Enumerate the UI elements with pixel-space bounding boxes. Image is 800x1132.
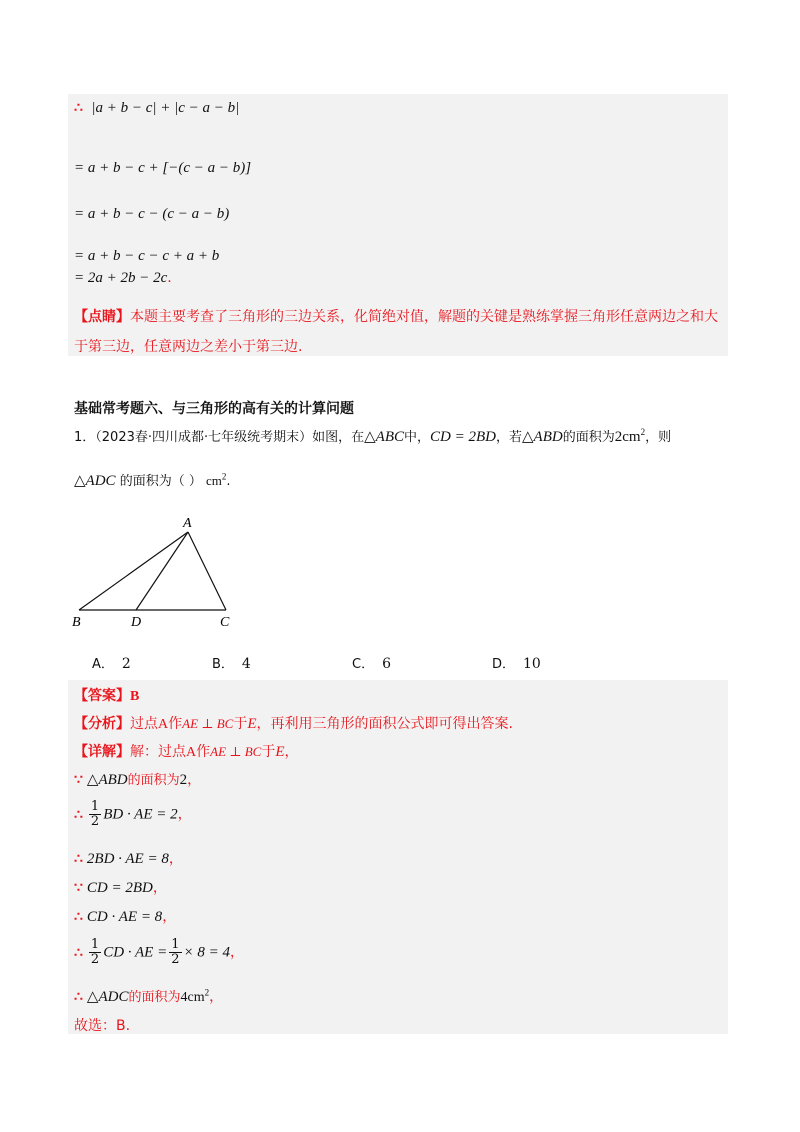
question-line-2 xyxy=(74,470,231,490)
comment-text: 本题主要考查了三角形的三边关系，化简绝对值，解题的关键是熟练掌握三角形任意两边之和大 xyxy=(130,309,718,325)
answer-value: B xyxy=(130,689,140,704)
period: . xyxy=(226,474,231,489)
equation-cd: CD = 2BD xyxy=(430,429,496,445)
therefore-symbol: ∴ xyxy=(74,100,83,116)
triangle-abc: △ABC xyxy=(364,429,405,445)
step-6: ∴ $\frac{1}{2}$ CD · AE = $\frac{1}{2}$ × 8 = 4， xyxy=(74,937,244,967)
triangle-figure xyxy=(70,510,250,635)
answer-tag: 【答案】 xyxy=(74,688,130,704)
analysis-line: 【分析】过点A作AE ⊥ BC于E，再利用三角形的面积公式即可得出答案. xyxy=(74,716,513,732)
segment-ad xyxy=(136,532,188,610)
analysis-tag: 【分析】 xyxy=(74,716,130,732)
step-7: ∴ △ADC的面积为$4cm^2$， xyxy=(74,987,224,1005)
comment-tag: 【点睛】 xyxy=(74,309,130,325)
step-3: ∴ 2BD · AE = 8， xyxy=(74,851,183,867)
option-a[interactable]: A． 2 xyxy=(92,656,131,672)
expression: = 2a + 2b − 2c xyxy=(74,270,168,286)
solution-line-1 xyxy=(74,100,239,117)
fraction-half: $\frac{1}{2}$ xyxy=(90,937,100,967)
text: ，若 xyxy=(496,430,523,445)
step-1: ∵ △ABD的面积为2， xyxy=(74,772,202,788)
label-c: C xyxy=(220,615,230,630)
question-line-1 xyxy=(74,426,671,446)
step-2: ∴ $\frac{1}{2}$ BD · AE = 2， xyxy=(74,799,192,829)
text: 的面积为 xyxy=(562,430,615,445)
step-4: ∵ CD = 2BD， xyxy=(74,880,167,896)
label-d: D xyxy=(131,615,142,630)
detail-tag: 【详解】 xyxy=(74,744,130,760)
solution-line-4: = a + b − c − c + a + b xyxy=(74,248,220,264)
expression: |a + b − c| + |c − a − b| xyxy=(91,100,240,116)
question-source: （2023春·四川成都·七年级统考期末）如图，在 xyxy=(95,430,365,445)
text: 的面积为（ ） xyxy=(119,474,202,489)
option-b[interactable]: B． 4 xyxy=(212,656,251,672)
final-choice: 故选：B. xyxy=(74,1018,131,1034)
side-ac xyxy=(188,532,226,610)
label-b: B xyxy=(72,615,81,630)
period: . xyxy=(167,270,172,286)
answer-line xyxy=(74,685,139,705)
detail-line: 【详解】解：过点A作AE ⊥ BC于E， xyxy=(74,744,299,760)
triangle-abd: △ABD xyxy=(522,429,563,445)
step-5: ∴ CD · AE = 8， xyxy=(74,909,177,925)
area-value: $2cm^2$ xyxy=(614,427,646,445)
section-title: 基础常考题六、与三角形的高有关的计算问题 xyxy=(74,401,354,417)
comment-line-1 xyxy=(74,306,718,326)
option-c[interactable]: C． 6 xyxy=(352,656,391,672)
text: 中， xyxy=(404,430,431,445)
unit: $cm^2$ xyxy=(205,471,227,488)
fraction-half: $\frac{1}{2}$ xyxy=(171,937,180,967)
fraction-half: $\frac{1}{2}$ xyxy=(90,799,100,829)
text: ，则 xyxy=(645,430,672,445)
option-d[interactable]: D． 10 xyxy=(492,656,541,672)
side-ab xyxy=(79,532,188,610)
label-a: A xyxy=(183,516,192,531)
solution-line-2: = a + b − c + [−(c − a − b)] xyxy=(74,160,252,176)
comment-line-2: 于第三边，任意两边之差小于第三边. xyxy=(74,339,303,355)
solution-line-3: = a + b − c − (c − a − b) xyxy=(74,206,230,222)
question-number: 1． xyxy=(74,430,96,445)
solution-line-5 xyxy=(74,270,172,287)
triangle-adc: △ADC xyxy=(74,473,116,489)
